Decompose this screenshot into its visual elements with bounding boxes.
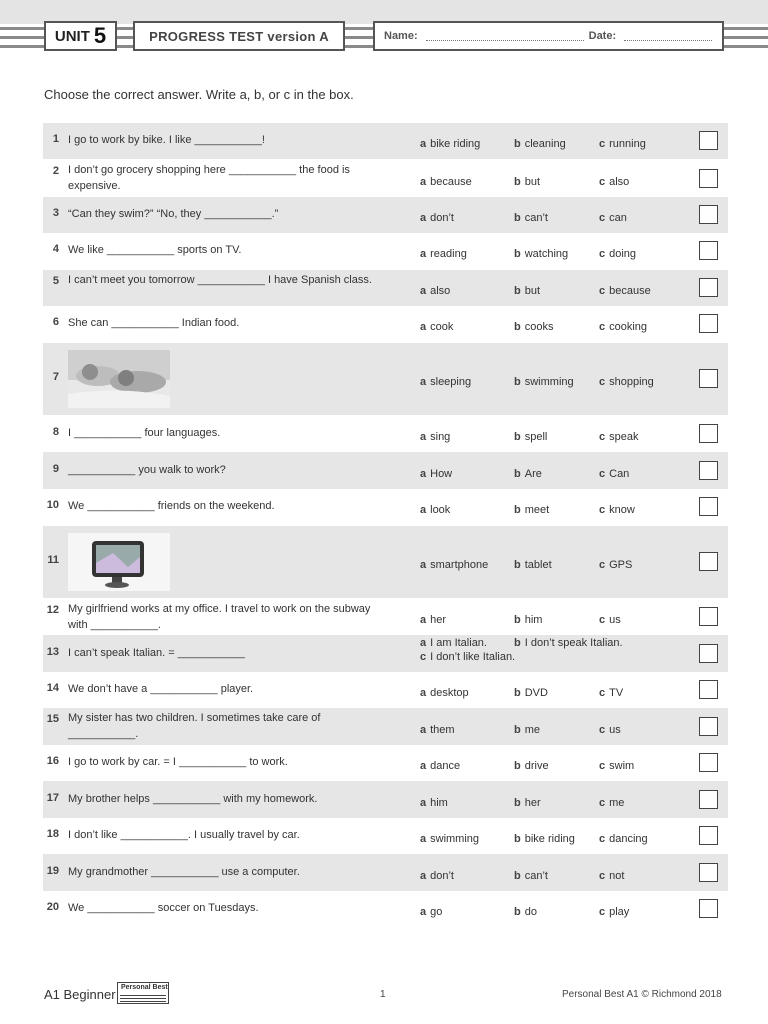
option-text: play bbox=[609, 906, 630, 918]
answer-box[interactable] bbox=[699, 205, 718, 224]
option-text: because bbox=[430, 175, 472, 188]
question-number: 8 bbox=[52, 426, 59, 438]
question-text: We like ___________ sports on TV. bbox=[68, 244, 242, 256]
option-c bbox=[599, 431, 638, 443]
answer-box[interactable] bbox=[699, 753, 718, 772]
option-b bbox=[514, 431, 547, 443]
question-number: 1 bbox=[52, 133, 59, 145]
copyright: Personal Best A1 © Richmond 2018 bbox=[562, 989, 722, 1000]
answer-box[interactable] bbox=[699, 644, 718, 663]
instructions: Choose the correct answer. Write a, b, or c in the box. bbox=[44, 87, 354, 102]
option-letter: c bbox=[599, 285, 606, 297]
option-b bbox=[514, 376, 574, 388]
option-b bbox=[514, 212, 548, 224]
option-a bbox=[420, 176, 472, 188]
option-letter: c bbox=[420, 651, 427, 663]
question-row bbox=[43, 123, 728, 159]
option-b bbox=[514, 468, 542, 480]
option-b bbox=[514, 321, 553, 333]
option-b bbox=[514, 833, 575, 845]
option-text: know bbox=[609, 504, 635, 516]
option-b bbox=[514, 138, 566, 150]
option-text: swimming bbox=[524, 376, 574, 388]
question-row bbox=[43, 233, 728, 269]
option-a bbox=[420, 248, 467, 260]
option-text: him bbox=[524, 614, 543, 626]
option-text: her bbox=[524, 796, 541, 809]
option-c bbox=[599, 724, 621, 736]
question-number: 4 bbox=[52, 243, 59, 255]
test-title: PROGRESS TEST version A bbox=[133, 21, 345, 51]
question-row bbox=[43, 708, 728, 745]
option-letter: c bbox=[599, 504, 606, 516]
answer-box[interactable] bbox=[699, 314, 718, 333]
option-letter: b bbox=[514, 906, 521, 918]
option-c bbox=[599, 321, 647, 333]
option-letter: a bbox=[420, 637, 427, 649]
option-letter: b bbox=[514, 687, 521, 699]
option-text: Can bbox=[609, 467, 630, 480]
option-letter: c bbox=[599, 321, 606, 333]
option-letter: b bbox=[514, 637, 521, 649]
option-text: her bbox=[430, 614, 447, 626]
option-text: cook bbox=[430, 321, 454, 333]
question-number: 6 bbox=[52, 316, 59, 328]
option-letter: a bbox=[420, 175, 427, 188]
answer-box[interactable] bbox=[699, 131, 718, 150]
option-text: watching bbox=[524, 248, 569, 260]
option-letter: b bbox=[514, 431, 521, 443]
option-letter: c bbox=[599, 175, 606, 188]
option-a bbox=[420, 906, 442, 918]
option-text: also bbox=[430, 285, 451, 297]
question-number: 19 bbox=[46, 864, 59, 877]
option-text: dance bbox=[430, 760, 461, 772]
question-row bbox=[43, 416, 728, 452]
option-c bbox=[599, 870, 624, 882]
question-number: 10 bbox=[46, 499, 59, 511]
option-letter: b bbox=[514, 869, 521, 882]
option-text: can’t bbox=[524, 869, 548, 882]
option-letter: b bbox=[514, 376, 521, 388]
option-a bbox=[420, 376, 471, 388]
answer-box[interactable] bbox=[699, 497, 718, 516]
option-text: do bbox=[524, 906, 537, 918]
option-letter: b bbox=[514, 504, 521, 516]
question-row bbox=[43, 745, 728, 781]
option-a bbox=[420, 833, 479, 845]
option-text: me bbox=[609, 796, 625, 809]
name-date-box bbox=[373, 21, 724, 51]
option-letter: a bbox=[420, 760, 427, 772]
option-letter: a bbox=[420, 212, 427, 224]
option-letter: a bbox=[420, 723, 427, 736]
question-text: ___________ you walk to work? bbox=[68, 463, 226, 476]
name-label: Name: bbox=[384, 30, 418, 42]
option-letter: b bbox=[514, 175, 521, 188]
question-text: I don’t like ___________. I usually travel by car. bbox=[68, 829, 300, 841]
date-label: Date: bbox=[588, 30, 617, 42]
question-text: I go to work by bike. I like ___________! bbox=[68, 134, 265, 146]
option-text: but bbox=[524, 175, 541, 188]
option-c bbox=[599, 468, 629, 480]
option-letter: c bbox=[599, 723, 606, 736]
question-text: I go to work by car. = I ___________ to work. bbox=[68, 756, 288, 768]
question-row bbox=[43, 526, 728, 598]
option-text: swimming bbox=[430, 833, 480, 845]
option-text: smartphone bbox=[430, 559, 489, 571]
option-a bbox=[420, 760, 460, 772]
option-c bbox=[599, 176, 629, 188]
option-letter: a bbox=[420, 796, 427, 809]
question-row bbox=[43, 781, 728, 818]
logo-text: Personal Best bbox=[121, 984, 168, 991]
question-number: 16 bbox=[46, 755, 59, 767]
option-text: reading bbox=[430, 248, 467, 260]
option-text: I don’t like Italian. bbox=[430, 651, 516, 663]
option-text: bike riding bbox=[430, 138, 481, 150]
option-text: me bbox=[524, 723, 541, 736]
option-text: cooking bbox=[609, 321, 648, 333]
option-letter: b bbox=[514, 833, 521, 845]
option-b bbox=[514, 906, 537, 918]
option-c bbox=[599, 285, 651, 297]
question-number: 13 bbox=[46, 645, 59, 658]
option-text: running bbox=[609, 138, 646, 150]
option-letter: c bbox=[599, 212, 606, 224]
question-text: My grandmother ___________ use a computer. bbox=[68, 865, 300, 878]
question-text: “Can they swim?” “No, they ___________.” bbox=[68, 208, 279, 220]
option-text: him bbox=[430, 796, 448, 809]
option-text: don’t bbox=[430, 212, 454, 224]
option-letter: c bbox=[599, 431, 606, 443]
question-text: I ___________ four languages. bbox=[68, 427, 221, 439]
option-b bbox=[514, 724, 540, 736]
question-row bbox=[43, 197, 728, 233]
option-letter: c bbox=[599, 248, 606, 260]
page-number: 1 bbox=[380, 989, 386, 1000]
question-number: 11 bbox=[47, 554, 59, 566]
question-row bbox=[43, 270, 728, 306]
option-text: meet bbox=[524, 504, 550, 516]
option-letter: a bbox=[420, 376, 427, 388]
option-letter: b bbox=[514, 796, 521, 809]
option-b bbox=[514, 870, 548, 882]
question-number: 2 bbox=[52, 165, 59, 177]
question-row bbox=[43, 854, 728, 891]
answer-box[interactable] bbox=[699, 607, 718, 626]
option-letter: a bbox=[420, 906, 427, 918]
question-number: 3 bbox=[52, 207, 59, 219]
question-row bbox=[43, 818, 728, 854]
option-c bbox=[599, 797, 624, 809]
answer-box[interactable] bbox=[699, 461, 718, 480]
answer-box[interactable] bbox=[699, 424, 718, 443]
option-b bbox=[514, 176, 540, 188]
option-b bbox=[514, 637, 623, 649]
option-text: swim bbox=[609, 760, 635, 772]
answer-box[interactable] bbox=[699, 241, 718, 260]
option-c bbox=[599, 559, 632, 571]
question-text: I can’t meet you tomorrow ___________ I have Spanish class. bbox=[68, 274, 372, 286]
option-text: us bbox=[609, 723, 621, 736]
question-number: 14 bbox=[46, 682, 59, 694]
option-letter: c bbox=[599, 760, 606, 772]
question-number: 12 bbox=[46, 604, 59, 616]
name-field[interactable] bbox=[426, 31, 584, 41]
option-letter: c bbox=[599, 559, 606, 571]
option-text: tablet bbox=[524, 559, 552, 571]
option-b bbox=[514, 687, 548, 699]
option-b bbox=[514, 614, 542, 626]
question-text: We ___________ soccer on Tuesdays. bbox=[68, 902, 259, 914]
option-a bbox=[420, 797, 448, 809]
option-text: Are bbox=[524, 467, 542, 480]
gps-device-photo bbox=[68, 533, 170, 591]
option-text: cooks bbox=[524, 321, 554, 333]
option-letter: b bbox=[514, 138, 521, 150]
option-text: How bbox=[430, 467, 453, 480]
unit-label: UNIT bbox=[54, 27, 90, 45]
footer-level: A1 Beginner bbox=[44, 987, 116, 1002]
question-number: 18 bbox=[46, 828, 59, 840]
option-b bbox=[514, 797, 541, 809]
option-letter: c bbox=[599, 869, 606, 882]
option-letter: b bbox=[514, 321, 521, 333]
date-field[interactable] bbox=[624, 31, 712, 41]
option-text: desktop bbox=[430, 687, 469, 699]
option-a bbox=[420, 212, 454, 224]
option-a bbox=[420, 870, 454, 882]
option-letter: a bbox=[420, 321, 427, 333]
question-row bbox=[43, 343, 728, 415]
answer-box[interactable] bbox=[699, 278, 718, 297]
option-letter: c bbox=[599, 833, 606, 845]
option-letter: b bbox=[514, 248, 521, 260]
question-text: She can ___________ Indian food. bbox=[68, 317, 240, 329]
question-number: 17 bbox=[46, 791, 59, 804]
option-letter: b bbox=[514, 723, 521, 736]
option-c bbox=[599, 212, 627, 224]
option-text: sleeping bbox=[430, 376, 472, 388]
option-text: bike riding bbox=[524, 833, 575, 845]
option-letter: c bbox=[599, 906, 606, 918]
option-letter: a bbox=[420, 248, 427, 260]
question-text: My brother helps ___________ with my homework. bbox=[68, 792, 318, 805]
question-number: 15 bbox=[46, 713, 59, 725]
option-letter: b bbox=[514, 559, 521, 571]
question-row bbox=[43, 452, 728, 489]
question-text: My sister has two children. I sometimes take care of ___________. bbox=[68, 712, 321, 740]
option-letter: b bbox=[514, 467, 521, 480]
answer-box[interactable] bbox=[699, 826, 718, 845]
option-letter: a bbox=[420, 138, 427, 150]
answer-box[interactable] bbox=[699, 369, 718, 388]
option-letter: a bbox=[420, 614, 427, 626]
option-a bbox=[420, 321, 453, 333]
option-a bbox=[420, 285, 450, 297]
option-text: us bbox=[609, 614, 621, 626]
option-letter: c bbox=[599, 796, 606, 809]
question-number: 7 bbox=[52, 371, 59, 383]
answer-box[interactable] bbox=[699, 717, 718, 736]
answer-box[interactable] bbox=[699, 790, 718, 809]
option-text: spell bbox=[524, 431, 548, 443]
question-number: 9 bbox=[52, 462, 59, 475]
option-c bbox=[599, 687, 623, 699]
option-text: look bbox=[430, 504, 451, 516]
question-number: 20 bbox=[46, 901, 59, 913]
option-c bbox=[420, 651, 515, 663]
option-a bbox=[420, 504, 450, 516]
question-text: My girlfriend works at my office. I travel to work on the subway with ___________. bbox=[68, 603, 371, 631]
question-text: I don’t go grocery shopping here ___________ the food is expensive. bbox=[68, 164, 350, 192]
option-c bbox=[599, 138, 646, 150]
option-letter: a bbox=[420, 285, 427, 297]
question-row bbox=[43, 672, 728, 708]
option-letter: c bbox=[599, 614, 606, 626]
option-text: dancing bbox=[609, 833, 648, 845]
option-text: TV bbox=[609, 687, 624, 699]
question-row bbox=[43, 599, 728, 635]
question-row bbox=[43, 160, 728, 197]
option-letter: a bbox=[420, 431, 427, 443]
option-letter: b bbox=[514, 285, 521, 297]
option-letter: c bbox=[599, 138, 606, 150]
unit-number: 5 bbox=[93, 23, 107, 48]
option-letter: a bbox=[420, 869, 427, 882]
option-letter: a bbox=[420, 687, 427, 699]
option-c bbox=[599, 760, 634, 772]
option-letter: c bbox=[599, 467, 606, 480]
answer-box[interactable] bbox=[699, 552, 718, 571]
option-a bbox=[420, 637, 487, 649]
answer-box[interactable] bbox=[699, 863, 718, 882]
option-text: can’t bbox=[524, 212, 548, 224]
unit-badge bbox=[44, 21, 117, 51]
answer-box[interactable] bbox=[699, 680, 718, 699]
option-text: doing bbox=[609, 248, 637, 260]
option-b bbox=[514, 248, 568, 260]
option-letter: b bbox=[514, 614, 521, 626]
option-text: not bbox=[609, 869, 625, 882]
question-row bbox=[43, 891, 728, 927]
option-a bbox=[420, 687, 469, 699]
option-text: because bbox=[609, 285, 651, 297]
option-c bbox=[599, 248, 636, 260]
option-letter: c bbox=[599, 376, 606, 388]
option-text: shopping bbox=[609, 376, 654, 388]
personal-best-logo bbox=[117, 982, 169, 1004]
option-a bbox=[420, 614, 446, 626]
option-text: can bbox=[609, 212, 627, 224]
option-text: GPS bbox=[609, 559, 633, 571]
option-a bbox=[420, 431, 450, 443]
sleeping-people-photo bbox=[68, 350, 170, 408]
option-a bbox=[420, 468, 452, 480]
option-text: DVD bbox=[524, 687, 548, 699]
option-c bbox=[599, 376, 654, 388]
question-row bbox=[43, 635, 728, 672]
option-text: go bbox=[430, 906, 443, 918]
option-text: them bbox=[430, 723, 455, 736]
option-c bbox=[599, 504, 635, 516]
answer-box[interactable] bbox=[699, 169, 718, 188]
option-b bbox=[514, 760, 549, 772]
option-letter: a bbox=[420, 504, 427, 516]
answer-box[interactable] bbox=[699, 899, 718, 918]
option-text: drive bbox=[524, 760, 549, 772]
question-text: We ___________ friends on the weekend. bbox=[68, 500, 275, 512]
option-text: don’t bbox=[430, 869, 454, 882]
option-letter: a bbox=[420, 559, 427, 571]
option-text: also bbox=[609, 175, 630, 188]
question-row bbox=[43, 489, 728, 525]
option-c bbox=[599, 906, 629, 918]
question-text: I can’t speak Italian. = ___________ bbox=[68, 646, 246, 659]
option-a bbox=[420, 724, 455, 736]
option-letter: b bbox=[514, 760, 521, 772]
option-a bbox=[420, 138, 480, 150]
option-c bbox=[599, 833, 648, 845]
option-letter: a bbox=[420, 467, 427, 480]
question-text: We don’t have a ___________ player. bbox=[68, 683, 254, 695]
option-b bbox=[514, 559, 552, 571]
option-text: I don’t speak Italian. bbox=[524, 637, 623, 649]
option-text: sing bbox=[430, 431, 451, 443]
option-letter: b bbox=[514, 212, 521, 224]
option-letter: c bbox=[599, 687, 606, 699]
question-row bbox=[43, 306, 728, 342]
option-text: speak bbox=[609, 431, 639, 443]
option-text: cleaning bbox=[524, 138, 566, 150]
question-number: 5 bbox=[52, 275, 59, 287]
option-text: but bbox=[524, 285, 541, 297]
option-b bbox=[514, 504, 549, 516]
option-text: I am Italian. bbox=[430, 637, 487, 649]
option-c bbox=[599, 614, 621, 626]
option-b bbox=[514, 285, 540, 297]
option-letter: a bbox=[420, 833, 427, 845]
option-a bbox=[420, 559, 488, 571]
